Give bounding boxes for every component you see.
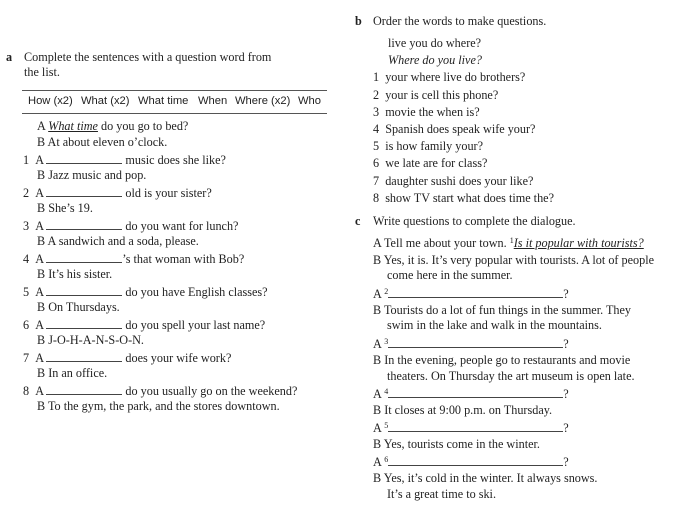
- blank-number: 3: [384, 337, 389, 346]
- item-number: 6: [23, 318, 30, 332]
- speaker-label: B: [373, 253, 382, 267]
- response-text: On Thursdays.: [48, 300, 120, 314]
- item-5-a: [23, 284, 268, 300]
- item-6-a: [23, 317, 265, 333]
- answer-blank[interactable]: [46, 152, 122, 164]
- speaker-label: A: [35, 351, 44, 365]
- example-answer: Is it popular with tourists?: [513, 236, 644, 250]
- dialogue-b-1-cont: come here in the summer.: [387, 268, 513, 282]
- blank-number: 6: [384, 455, 389, 464]
- dialogue-a-3: [373, 336, 569, 352]
- order-item: [373, 156, 487, 171]
- item-1-a: [23, 152, 226, 168]
- speaker-label: B: [373, 437, 382, 451]
- item-number: 1: [373, 70, 380, 84]
- item-4-b: [37, 267, 112, 282]
- item-number: 3: [23, 219, 30, 233]
- question-text: ’s that woman with Bob?: [122, 252, 245, 266]
- dialogue-a-2: [373, 286, 569, 302]
- item-number: 2: [23, 186, 30, 200]
- item-number: 2: [373, 88, 380, 102]
- example-question-rest: do you go to bed?: [97, 119, 189, 133]
- response-text: J-O-H-A-N-S-O-N.: [48, 333, 144, 347]
- example-answer: What time: [48, 119, 98, 133]
- speaker-label: B: [373, 403, 382, 417]
- order-item: [373, 105, 480, 120]
- answer-blank[interactable]: [46, 383, 122, 395]
- speaker-label: A: [373, 455, 382, 469]
- word-list-item: Who: [298, 95, 322, 107]
- item-number: 4: [373, 122, 380, 136]
- speaker-label: A: [373, 337, 382, 351]
- speaker-label: A: [35, 252, 44, 266]
- question-text: do you have English classes?: [122, 285, 268, 299]
- response-text: To the gym, the park, and the stores downtown.: [47, 399, 280, 413]
- question-text: music does she like?: [122, 153, 226, 167]
- item-number: 5: [373, 139, 380, 153]
- dialogue-b-2-cont: swim in the lake and walk in the mountains.: [387, 318, 602, 332]
- scrambled-words: daughter sushi does your like?: [385, 174, 534, 188]
- speaker-label: B: [373, 471, 382, 485]
- item-number: 7: [373, 174, 380, 188]
- speaker-label: B: [37, 267, 46, 281]
- dialogue-a-4: [373, 386, 569, 402]
- answer-blank[interactable]: [46, 185, 122, 197]
- item-8-a: [23, 383, 297, 399]
- scrambled-words: Spanish does speak wife your?: [385, 122, 536, 136]
- question-blank[interactable]: [388, 336, 563, 348]
- word-list-item: When: [198, 95, 228, 107]
- question-blank[interactable]: [388, 286, 563, 298]
- item-2-b: [37, 201, 93, 216]
- speaker-label: A: [35, 186, 44, 200]
- question-text: do you usually go on the weekend?: [122, 384, 298, 398]
- question-mark: ?: [563, 287, 569, 301]
- section-a-letter: a: [6, 50, 13, 64]
- section-b-example-prompt: live you do where?: [388, 36, 482, 50]
- speaker-label: B: [37, 300, 46, 314]
- dialogue-text: It closes at 9:00 p.m. on Thursday.: [384, 403, 553, 417]
- speaker-label: A: [37, 119, 46, 133]
- speaker-label: B: [37, 135, 46, 149]
- item-4-a: [23, 251, 244, 267]
- response-text: She’s 19.: [48, 201, 93, 215]
- question-text: old is your sister?: [122, 186, 212, 200]
- speaker-label: B: [37, 201, 46, 215]
- item-1-b: [37, 168, 146, 183]
- scrambled-words: your is cell this phone?: [385, 88, 499, 102]
- example-b-line: [37, 135, 167, 150]
- item-number: 6: [373, 156, 380, 170]
- dialogue-b-3-cont: theaters. On Thursday the art museum is open late.: [387, 369, 635, 383]
- item-number: 8: [373, 191, 380, 205]
- blank-number: 1: [509, 236, 514, 245]
- section-b-letter: b: [355, 14, 362, 28]
- dialogue-text: Tourists do a lot of fun things in the summer. They: [383, 303, 632, 317]
- question-text: do you spell your last name?: [122, 318, 266, 332]
- item-7-b: [37, 366, 107, 381]
- example-a-line: [37, 119, 188, 134]
- order-item: [373, 139, 483, 154]
- speaker-label: A: [35, 318, 44, 332]
- speaker-label: A: [35, 153, 44, 167]
- question-text: do you want for lunch?: [122, 219, 239, 233]
- question-text: does your wife work?: [122, 351, 232, 365]
- order-item: [373, 88, 498, 103]
- speaker-label: B: [37, 333, 46, 347]
- question-mark: ?: [563, 387, 569, 401]
- speaker-label: B: [37, 399, 46, 413]
- item-3-b: [37, 234, 199, 249]
- dialogue-text: Yes, tourists come in the winter.: [383, 437, 540, 451]
- response-text: Jazz music and pop.: [48, 168, 147, 182]
- speaker-label: A: [373, 387, 382, 401]
- scrambled-words: we late are for class?: [385, 156, 488, 170]
- dialogue-b-6-cont: It’s a great time to ski.: [387, 487, 496, 501]
- answer-blank[interactable]: [46, 218, 122, 230]
- speaker-label: A: [35, 285, 44, 299]
- dialogue-b-4: [373, 403, 552, 418]
- item-number: 5: [23, 285, 30, 299]
- dialogue-b-3: [373, 353, 630, 368]
- question-blank[interactable]: [388, 420, 563, 432]
- speaker-label: A: [373, 287, 382, 301]
- answer-blank[interactable]: [46, 350, 122, 362]
- speaker-label: B: [37, 168, 46, 182]
- dialogue-a-1: [373, 236, 644, 251]
- response-text: In an office.: [48, 366, 108, 380]
- dialogue-text: In the evening, people go to restaurants and movie: [384, 353, 631, 367]
- speaker-label: A: [35, 384, 44, 398]
- question-mark: ?: [563, 337, 569, 351]
- item-5-b: [37, 300, 120, 315]
- order-item: [373, 122, 535, 137]
- speaker-label: B: [37, 234, 46, 248]
- section-b-instruction: Order the words to make questions.: [373, 14, 547, 28]
- item-3-a: [23, 218, 238, 234]
- section-c-letter: c: [355, 214, 361, 228]
- question-blank[interactable]: [388, 386, 563, 398]
- speaker-label: B: [37, 366, 46, 380]
- dialogue-b-2: [373, 303, 631, 318]
- item-number: 8: [23, 384, 30, 398]
- word-list-item: What (x2): [81, 95, 130, 107]
- section-c-instruction: Write questions to complete the dialogue.: [373, 214, 576, 228]
- order-item: [373, 70, 525, 85]
- item-number: 4: [23, 252, 30, 266]
- item-number: 3: [373, 105, 380, 119]
- scrambled-words: your where live do brothers?: [385, 70, 526, 84]
- speaker-label: B: [373, 353, 382, 367]
- question-mark: ?: [563, 455, 569, 469]
- speaker-label: A: [373, 236, 382, 250]
- answer-blank[interactable]: [46, 251, 122, 263]
- word-list-box: [22, 90, 327, 114]
- dialogue-text: Yes, it is. It’s very popular with tourists. A lot of people: [383, 253, 655, 267]
- dialogue-a-5: [373, 420, 569, 436]
- order-item: [373, 191, 554, 206]
- item-8-b: [37, 399, 280, 414]
- scrambled-words: is how family your?: [385, 139, 484, 153]
- scrambled-words: movie the when is?: [385, 105, 480, 119]
- speaker-label: A: [373, 421, 382, 435]
- item-7-a: [23, 350, 231, 366]
- dialogue-text: Yes, it’s cold in the winter. It always snows.: [383, 471, 598, 485]
- answer-blank[interactable]: [46, 284, 122, 296]
- order-item: [373, 174, 533, 189]
- dialogue-text: Tell me about your town.: [383, 236, 510, 250]
- speaker-label: A: [35, 219, 44, 233]
- section-a-instruction-line1: Complete the sentences with a question word from: [24, 50, 272, 64]
- item-number: 1: [23, 153, 30, 167]
- word-list-item: Where (x2): [235, 95, 291, 107]
- dialogue-b-6: [373, 471, 597, 486]
- speaker-label: B: [373, 303, 382, 317]
- section-b-example-answer: Where do you live?: [388, 53, 482, 67]
- item-6-b: [37, 333, 144, 348]
- dialogue-b-5: [373, 437, 540, 452]
- item-2-a: [23, 185, 212, 201]
- blank-number: 5: [384, 421, 389, 430]
- question-blank[interactable]: [388, 454, 563, 466]
- word-list-item: How (x2): [28, 95, 73, 107]
- question-mark: ?: [563, 421, 569, 435]
- response-text: A sandwich and a soda, please.: [47, 234, 199, 248]
- blank-number: 4: [384, 387, 389, 396]
- section-a-instruction-line2: the list.: [24, 65, 60, 79]
- response-text: It’s his sister.: [48, 267, 113, 281]
- answer-blank[interactable]: [46, 317, 122, 329]
- blank-number: 2: [384, 287, 389, 296]
- scrambled-words: show TV start what does time the?: [385, 191, 554, 205]
- example-response: At about eleven o’clock.: [47, 135, 168, 149]
- item-number: 7: [23, 351, 30, 365]
- dialogue-a-6: [373, 454, 569, 470]
- word-list-item: What time: [138, 95, 189, 107]
- dialogue-b-1: [373, 253, 654, 268]
